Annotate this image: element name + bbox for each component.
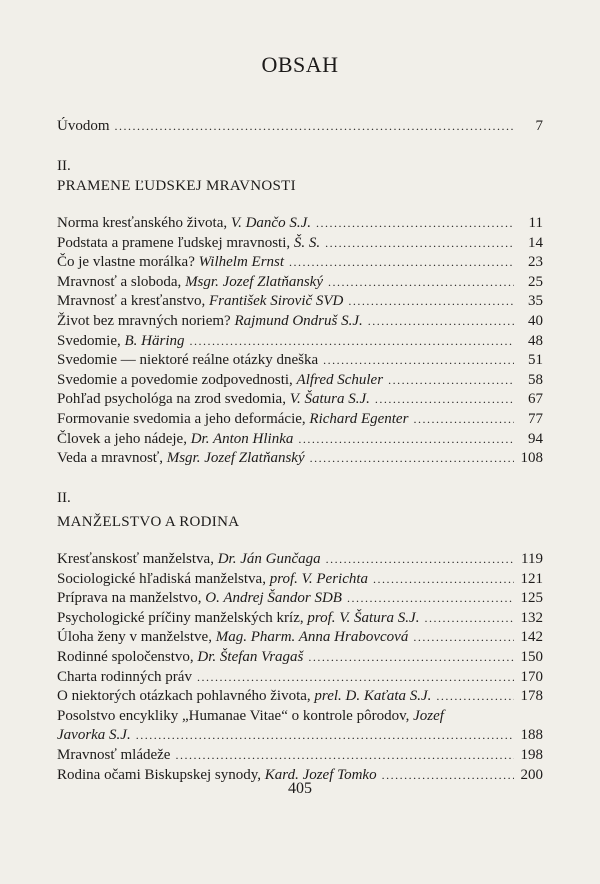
leader-dots	[323, 351, 514, 371]
leader-dots	[175, 746, 514, 766]
toc-entry: Príprava na manželstvo, O. Andrej Šandor SDB ..... 125	[57, 589, 543, 609]
toc-entry: Mravnosť a sloboda, Msgr. Jozef Zlatňanský ..... 25	[57, 273, 543, 293]
toc-entry-long-line2: Javorka S.J. ..... 188	[57, 726, 543, 746]
toc-entry: Úloha ženy v manželstve, Mag. Pharm. Anna Hrabovcová ..... 142	[57, 628, 543, 648]
toc-entry: Charta rodinných práv ..... 170	[57, 668, 543, 688]
section-roman: II.	[57, 158, 71, 174]
leader-dots	[436, 687, 514, 707]
leader-dots	[190, 332, 515, 352]
toc-entry: Život bez mravných noriem? Rajmund Ondruš S.J. ..... 40	[57, 312, 543, 332]
leader-dots	[347, 589, 514, 609]
toc-entry: Formovanie svedomia a jeho deformácie, Richard Egenter ..... 77	[57, 410, 543, 430]
toc-entry: Mravnosť a kresťanstvo, František Sirovič SVD ..... 35	[57, 292, 543, 312]
toc-entry: Kresťanskosť manželstva, Dr. Ján Gunčaga ..... 119	[57, 550, 543, 570]
toc-entry: Čo je vlastne morálka? Wilhelm Ernst ..... 23	[57, 253, 543, 273]
leader-dots	[115, 117, 515, 137]
page-title: OBSAH	[261, 52, 339, 77]
leader-dots	[197, 668, 514, 688]
toc-entry: Veda a mravnosť, Msgr. Jozef Zlatňanský ..... 108	[57, 449, 543, 469]
section-title: PRAMENE ĽUDSKEJ MRAVNOSTI	[57, 178, 296, 194]
leader-dots	[413, 628, 514, 648]
toc-entry-label: Úvodom	[57, 118, 110, 134]
toc-entry: Pohľad psychológa na zrod svedomia, V. Šatura S.J. ..... 67	[57, 390, 543, 410]
toc-entry: Svedomie — niektoré reálne otázky dneška ..... 51	[57, 351, 543, 371]
toc-list	[57, 550, 543, 785]
leader-dots	[388, 371, 514, 391]
leader-dots	[308, 648, 514, 668]
leader-dots	[375, 390, 514, 410]
leader-dots	[310, 449, 514, 469]
leader-dots	[136, 726, 514, 746]
toc-entry: Podstata a pramene ľudskej mravnosti, Š. S. ..... 14	[57, 234, 543, 254]
section-roman: II.	[57, 490, 71, 506]
toc-entry: O niektorých otázkach pohlavného života, prel. D. Kaťata S.J. ..... 178	[57, 687, 543, 707]
toc-entry-page: 7	[535, 118, 543, 134]
toc-list	[57, 214, 543, 469]
leader-dots	[326, 550, 514, 570]
leader-dots	[373, 570, 514, 590]
leader-dots	[413, 410, 514, 430]
leader-dots	[368, 312, 514, 332]
section-2	[57, 488, 543, 785]
section-1	[57, 156, 543, 469]
leader-dots	[328, 273, 514, 293]
toc-entry-intro	[57, 117, 543, 137]
toc-entry: Norma kresťanského života, V. Dančo S.J. ..... 11	[57, 214, 543, 234]
intro-section	[57, 117, 543, 137]
leader-dots	[424, 609, 514, 629]
toc-entry: Svedomie a povedomie zodpovednosti, Alfred Schuler ..... 58	[57, 371, 543, 391]
leader-dots	[325, 234, 514, 254]
page-number: 405	[288, 780, 312, 797]
toc-entry: Rodinné spoločenstvo, Dr. Štefan Vragaš ..... 150	[57, 648, 543, 668]
toc-entry: Človek a jeho nádeje, Dr. Anton Hlinka ..... 94	[57, 430, 543, 450]
leader-dots	[289, 253, 514, 273]
toc-entry: Rodina očami Biskupskej synody, Kard. Jozef Tomko ..... 200	[57, 766, 543, 786]
toc-entry: Psychologické príčiny manželských kríz, prof. V. Šatura S.J. ..... 132	[57, 609, 543, 629]
leader-dots	[316, 214, 514, 234]
toc-entry: Sociologické hľadiská manželstva, prof. V. Perichta ..... 121	[57, 570, 543, 590]
section-title: MANŽELSTVO A RODINA	[57, 514, 240, 530]
toc-entry: Mravnosť mládeže ..... 198	[57, 746, 543, 766]
toc-entry: Svedomie, B. Häring ..... 48	[57, 332, 543, 352]
toc-entry-long-line1: Posolstvo encykliky „Humanae Vitae“ o kontrole pôrodov, Jozef	[57, 707, 444, 724]
leader-dots	[348, 292, 514, 312]
leader-dots	[298, 430, 514, 450]
